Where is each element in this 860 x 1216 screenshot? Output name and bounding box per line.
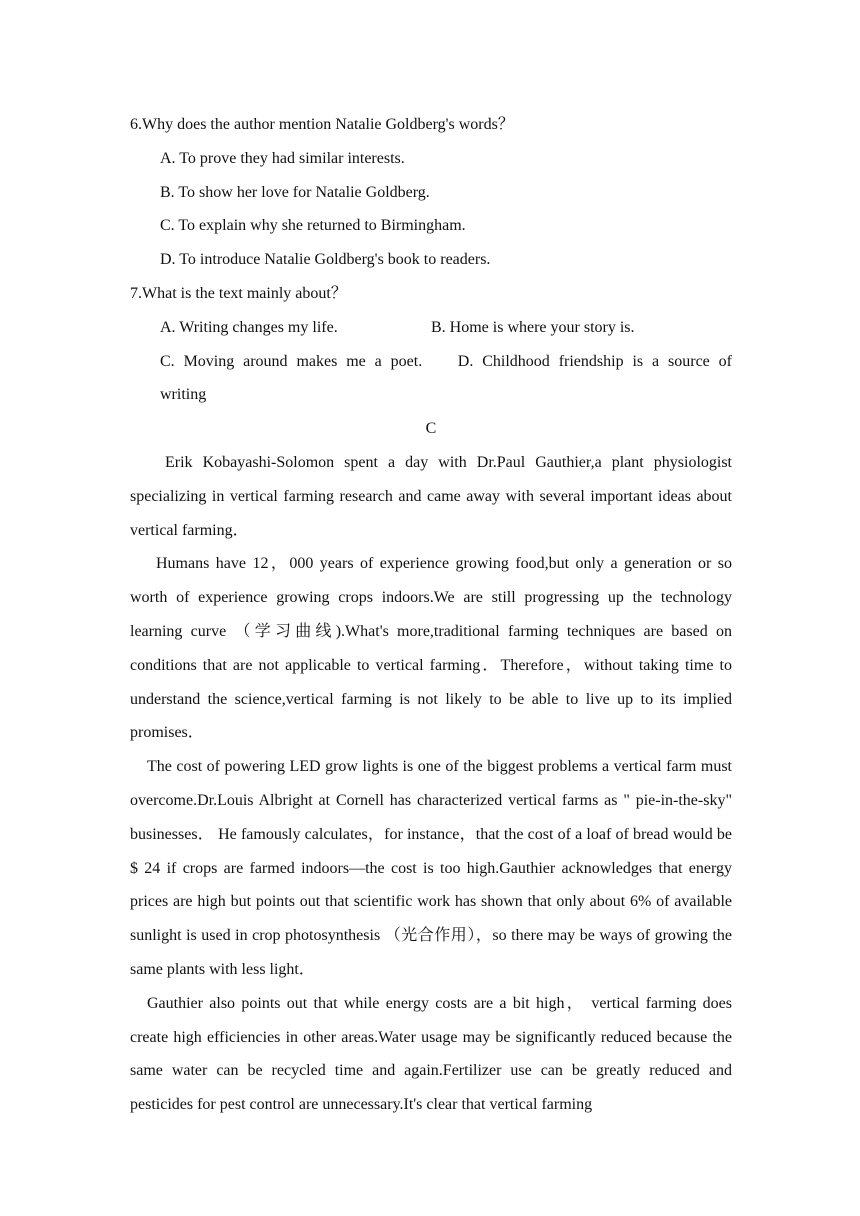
question-6-option-a: A. To prove they had similar interests.	[160, 149, 405, 167]
question-7-options-row-2	[130, 345, 732, 413]
passage-paragraph-2: Humans have 12，000 years of experience growing food,but only a generation or so worth of experience growing crops indoors.We are still progressing up the technology learning curve （学习曲线).What's more,traditional farming techniques are based on conditions that are not applicable to vertical farming．Therefore，without taking time to understand the science,vertical farming is not likely to be able to live up to its implied promises．	[130, 555, 732, 742]
section-heading: C	[425, 420, 437, 438]
question-7-stem: 7.What is the text mainly about？	[130, 284, 347, 302]
question-7-option-c: C. Moving around makes me a poet.	[160, 352, 423, 370]
question-7-option-d-line2: writing	[160, 386, 207, 404]
question-7-options-cd	[160, 345, 732, 379]
passage-paragraph-4: Gauthier also points out that while energy costs are a bit high， vertical farming does create high efficiencies in other areas.Water usage may be significantly reduced because the same water can be recycled time and again.Fertilizer use can be greatly reduced and pesticides for pest control are unnecessary.It's clear that vertical farming	[130, 994, 732, 1114]
passage-paragraph-3: The cost of powering LED grow lights is one of the biggest problems a vertical farm must overcome.Dr.Louis Albright at Cornell has characterized vertical farms as " pie-in-the-sky" businesses． He famously calculates，for instance，that the cost of a loaf of bread would be $ 24 if crops are farmed indoors—the cost is too high.Gauthier acknowledges that energy prices are high but points out that scientific work has shown that only about 6% of available sunlight is used in crop photosynthesis （光合作用），so there may be ways of growing the same plants with less light．	[130, 758, 732, 978]
question-7-option-d-line1: D. Childhood friendship is a source of	[457, 352, 733, 370]
question-7-option-b: B. Home is where your story is.	[431, 318, 635, 336]
passage-paragraph-1: Erik Kobayashi-Solomon spent a day with Dr.Paul Gauthier,a plant physiologist specializing in vertical farming research and came away with several important ideas about vertical farming．	[130, 453, 732, 539]
question-6-option-d: D. To introduce Natalie Goldberg's book to readers.	[160, 251, 491, 269]
question-7-option-a: A. Writing changes my life.	[160, 318, 338, 336]
question-7-options-row-1	[160, 311, 732, 345]
question-6-stem: 6.Why does the author mention Natalie Goldberg's words？	[130, 116, 514, 133]
question-6-option-c: C. To explain why she returned to Birmingham.	[160, 217, 466, 235]
document-page	[130, 108, 732, 1122]
question-6-option-b: B. To show her love for Natalie Goldberg.	[160, 183, 430, 201]
